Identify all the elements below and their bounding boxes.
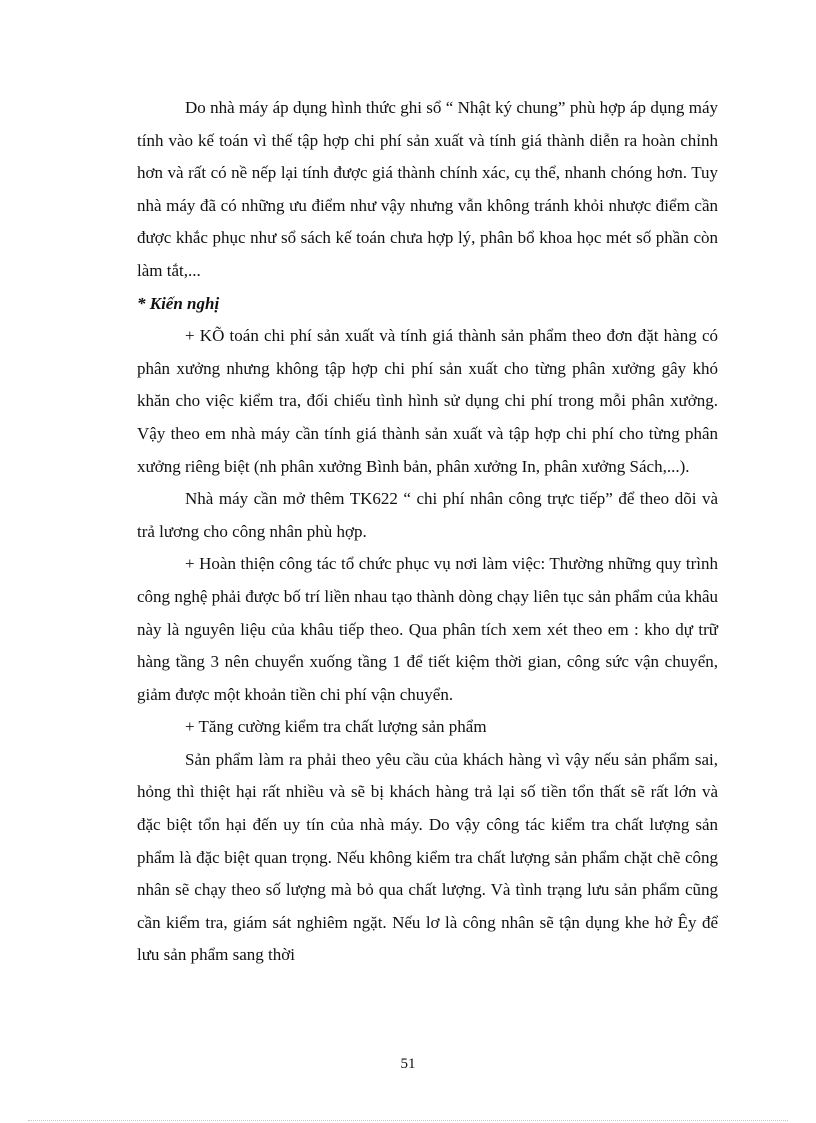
paragraph-quality-control: Sản phẩm làm ra phải theo yêu cầu của khách hàng vì vậy nếu sản phẩm sai, hỏng thì thiệt hại rất nhiều và sẽ bị khách hàng trả lại số tiền tổn thất sẽ rất lớn và đặc biệt tổn hại đến uy tín của nhà máy. Do vậy công tác kiểm tra chất lượng sản phẩm là đặc biệt quan trọng. Nếu không kiểm tra chất lượng sản phẩm chặt chẽ công nhân sẽ chạy theo số lượng mà bỏ qua chất lượng. Và tình trạng lưu sản phẩm cũng cần kiểm tra, giám sát nghiêm ngặt. Nếu lơ là công nhân sẽ tận dụng khe hở Êy để lưu sản phẩm sang thời bbox=[137, 749, 718, 965]
page-bottom-divider bbox=[28, 1120, 788, 1121]
paragraph-cost-accounting: + KÕ toán chi phí sản xuất và tính giá thành sản phẩm theo đơn đặt hàng có phân xưởng nhưng không tập hợp chi phí sản xuất cho từng phân xưởng gây khó khăn cho việc kiểm tra, đối chiếu tình hình sử dụng chi phí trong mỗi phân xưởng. Vậy theo em nhà máy cần tính giá thành sản xuất và tập hợp chi phí cho từng phân xưởng riêng biệt (nh phân xưởng Bình bản, phân xưởng In, phân xưởng Sách,...). bbox=[137, 326, 718, 476]
paragraph-quality-heading: + Tăng cường kiểm tra chất lượng sản phẩm bbox=[185, 717, 487, 737]
document-body bbox=[137, 92, 718, 972]
paragraph-intro: Do nhà máy áp dụng hình thức ghi sổ “ Nhật ký chung” phù hợp áp dụng máy tính vào kế toán vì thế tập hợp chi phí sản xuất và tính giá thành diễn ra hoàn chỉnh hơn và rất có nề nếp lại tính được giá thành chính xác, cụ thể, nhanh chóng hơn. Tuy nhà máy đã có những ưu điểm như vậy nhưng vẫn không tránh khỏi nhược điểm cần được khắc phục như sổ sách kế toán chưa hợp lý, phân bổ khoa học mét số phần còn làm tắt,... bbox=[137, 98, 718, 280]
section-heading-recommendations: * Kiến nghị bbox=[137, 293, 220, 313]
paragraph-workplace: + Hoàn thiện công tác tổ chức phục vụ nơi làm việc: Thường những quy trình công nghệ phải được bố trí liền nhau tạo thành dòng chạy liên tục sản phẩm của khâu này là nguyên liệu của khâu tiếp theo. Qua phân tích xem xét theo em : kho dự trữ hàng tầng 3 nên chuyển xuống tầng 1 để tiết kiệm thời gian, công sức vận chuyển, giảm được một khoản tiền chi phí vận chuyển. bbox=[137, 554, 718, 704]
paragraph-tk622: Nhà máy cần mở thêm TK622 “ chi phí nhân công trực tiếp” để theo dõi và trả lương cho công nhân phù hợp. bbox=[137, 489, 718, 541]
page-number: 51 bbox=[400, 1056, 416, 1072]
